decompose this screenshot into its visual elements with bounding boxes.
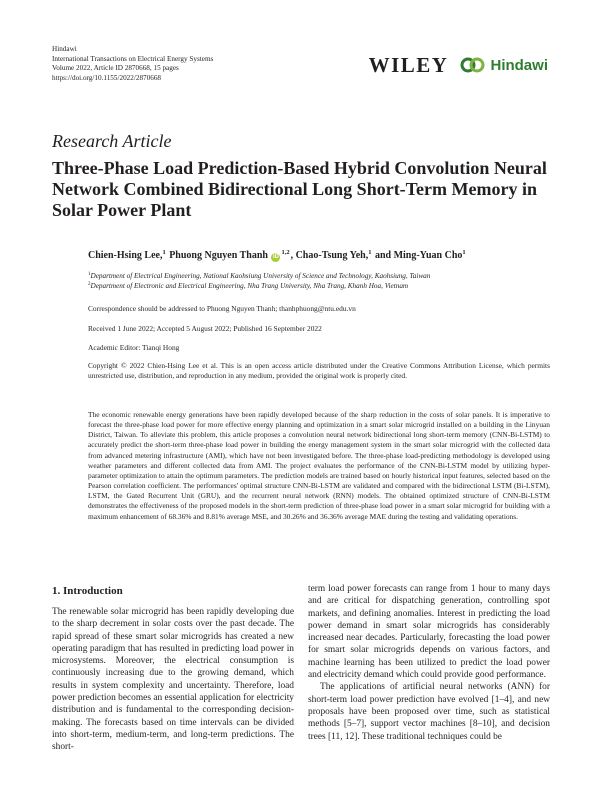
author-name[interactable]: Chao-Tsung Yeh,: [295, 250, 369, 261]
article-dates: Received 1 June 2022; Accepted 5 August 2022; Published 16 September 2022: [88, 324, 322, 333]
author-affiliation-marker: 1,2: [281, 249, 290, 256]
author-name[interactable]: Phuong Nguyen Thanh: [169, 250, 268, 261]
author-affiliation-marker: 1: [162, 249, 166, 256]
abstract: The economic renewable energy generations have been rapidly developed because of the sharp reduction in the costs of solar panels. It is imperative to forecast the three-phase load power for more effective energy planning and optimization in a smart solar microgrid installed on a building in the Linyuan District, Taiwan. To alleviate this problem, this article proposes a convolution neural network bidirectional long short-term memory (CNN-Bi-LSTM) to accurately predict the short-term three-phase load power in building the energy management system in the smart solar microgrid with the collected data from advanced metering infrastructure (AMI), which have not been investigated before. The three-phase load-predicting methodology is developed using weather parameters and different collected data from AMI. The project evaluates the performance of the CNN-Bi-LSTM model by utilizing hyper-parameter optimization to attain the optimum parameters. The prediction models are trained based on hourly historical input features, selected based on the Pearson correlation coefficient. The performances' optimal structure CNN-Bi-LSTM are validated and compared with the bidirectional LSTM (Bi-LSTM), LSTM, the Gated Recurrent Unit (GRU), and the recurrent neural network (RNN) models. The obtained optimized structure of CNN-Bi-LSTM demonstrates the effectiveness of the proposed models in the short-term prediction of three-phase load power in a smart solar microgrid for building with a maximum enhancement of 68.36% and 8.81% average MSE, and 30.26% and 36.36% average MAE during the testing and validating operations.: [88, 410, 550, 521]
publisher-logos: [369, 54, 548, 76]
author-affiliation-marker: 1: [462, 249, 466, 256]
volume-line: Volume 2022, Article ID 2870668, 15 pages: [52, 64, 179, 73]
affiliation-marker: 2: [88, 282, 91, 287]
publisher-name: Hindawi: [52, 45, 77, 53]
hindawi-logo-text: Hindawi: [490, 56, 548, 74]
body-paragraph: The applications of artificial neural networks (ANN) for short-term load power prediction have evolved [1–4], and new proposals have been proposed over time, such as statistical methods [5–7], support vector machines [8–10], and decision trees [11, 12]. These traditional techniques could be: [308, 682, 550, 742]
body-paragraph: The renewable solar microgrid has been rapidly developing due to the sharp decrement in solar costs over the past decade. The rapid spread of these smart solar microgrids has created a new operating paradigm that has resulted in predicting load power in microsystems. Moreover, the electrical consumption is continuously increasing due to the growing demand, which results in system complexity and uncertainty. Therefore, load power prediction becomes an essential application for electricity distribution and is fundamental to the corresponding decision-making. The forecasts based on time intervals can be divided into short-term, medium-term, and long-term predictions. The short-: [52, 607, 294, 753]
hindawi-logo-icon: [460, 57, 486, 73]
article-title: Three-Phase Load Prediction-Based Hybrid Convolution Neural Network Combined Bidirectional Long Short-Term Memory in Solar Power Plant: [52, 158, 547, 220]
author-list: Chien-Hsing Lee,$^1$ Phuong Nguyen Thanh iD$^{1,2}$, Chao-Tsung Yeh,$^1$ and Ming-Yuan Cho$^1$: [88, 249, 466, 261]
left-column: [52, 606, 294, 754]
article-type: Research Article: [52, 131, 172, 151]
affiliation: [88, 280, 408, 292]
journal-meta: [52, 45, 213, 83]
affiliation-marker: 1: [88, 272, 91, 277]
section-heading-introduction: 1. Introduction: [52, 585, 123, 597]
author-affiliation-marker: 1: [368, 249, 372, 256]
affiliation-text: Department of Electronic and Electrical Engineering, Nha Trang University, Nha Trang, Khanh Hoa, Vietnam: [90, 282, 409, 290]
hindawi-logo: [460, 57, 548, 74]
doi-link[interactable]: https://doi.org/10.1155/2022/2870668: [52, 73, 162, 82]
affiliation-text: Department of Electrical Engineering, National Kaohsiung University of Science and Technology, Kaohsiung, Taiwan: [90, 272, 431, 280]
academic-editor: Academic Editor: Tianqi Hong: [88, 343, 180, 352]
copyright-notice: Copyright © 2022 Chien-Hsing Lee et al. This is an open access article distributed under the Creative Commons Attribution License, which permits unrestricted use, distribution, and reproduction in any medium, provided the original work is properly cited.: [88, 361, 550, 380]
journal-name: International Transactions on Electrical Energy Systems: [52, 54, 214, 63]
wiley-logo: WILEY: [368, 52, 449, 77]
body-paragraph: term load power forecasts can range from 1 hour to many days and are critical for dispatching generation, controlling spot markets, and defining anomalies. Interest in predicting the load power demand in smart solar microgrids has considerably increased near decades. Particularly, forecasting the load power for smart solar microgrids depends on various factors, and machine learning has been utilized to predict the load power and electricity demand which could provide good performance.: [308, 584, 550, 681]
author-name[interactable]: Chien-Hsing Lee,: [88, 250, 163, 261]
orcid-icon[interactable]: iD: [272, 254, 279, 260]
author-name[interactable]: and Ming-Yuan Cho: [374, 250, 463, 261]
correspondence: Correspondence should be addressed to Phuong Nguyen Thanh; thanhphuong@ntu.edu.vn: [88, 304, 356, 313]
right-column: [308, 583, 550, 743]
